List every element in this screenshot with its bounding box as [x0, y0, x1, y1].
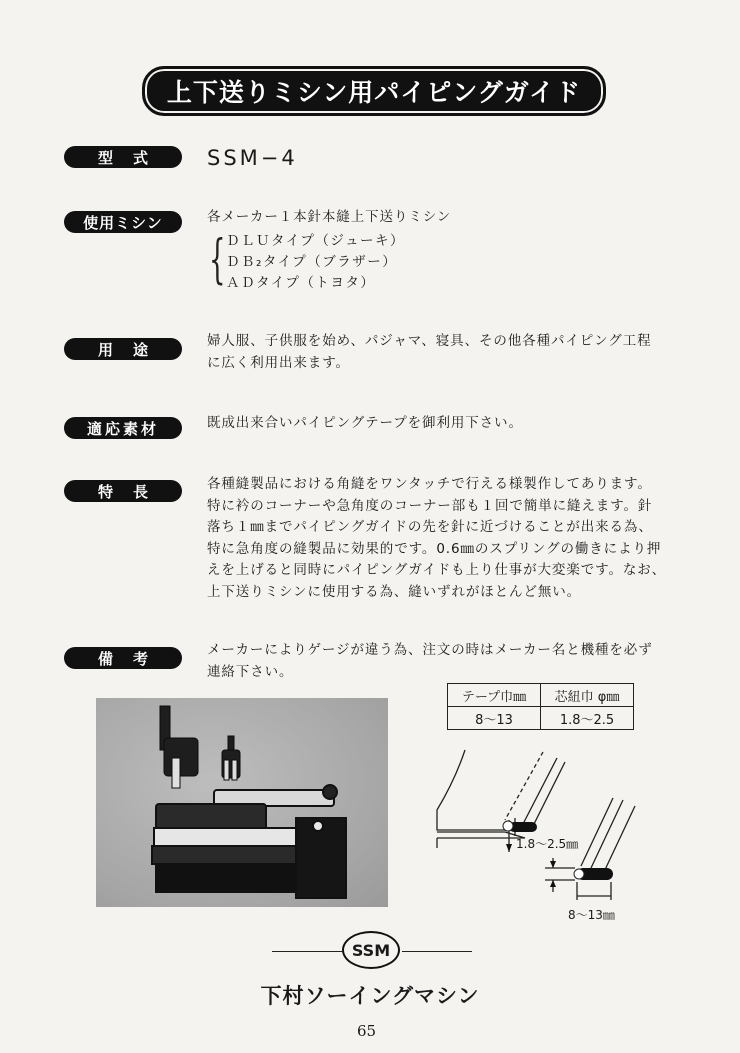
table-header-cell: テープ巾㎜: [448, 684, 541, 707]
label-use-a: 用: [98, 340, 114, 359]
label-model-b: 式: [132, 148, 148, 167]
features-text: [207, 474, 666, 603]
company-logo: [272, 930, 472, 972]
dim-cord-label: 1.8〜2.5㎜: [516, 837, 579, 851]
table-cell: 1.8〜2.5: [541, 707, 634, 730]
label-notes: [64, 647, 182, 669]
spec-table: [447, 683, 634, 730]
notes-line: メーカーによりゲージが違う為、注文の時はメーカー名と機種を必ず: [207, 642, 653, 658]
label-features-b: 長: [132, 482, 148, 501]
label-model: [64, 146, 182, 168]
machine-model-item: ＤＢ₂タイプ（ブラザー）: [226, 254, 398, 270]
brace-symbol: {: [209, 230, 226, 290]
use-text: [207, 331, 652, 374]
table-cell: 8〜13: [448, 707, 541, 730]
notes-text: [207, 640, 653, 683]
label-material: 適応素材: [64, 417, 182, 439]
use-line: 婦人服、子供服を始め、パジャマ、寝具、その他各種パイピング工程: [207, 333, 652, 349]
label-machine: 使用ミシン: [64, 211, 182, 233]
label-notes-b: 考: [132, 649, 148, 668]
label-features-a: 特: [98, 482, 114, 501]
label-features: [64, 480, 182, 502]
model-value: SSM−4: [207, 146, 298, 170]
machine-model-item: ＤＬＵタイプ（ジューキ）: [226, 233, 406, 249]
features-line: 特に急角度の縫製品に効果的です。0.6㎜のスプリングの働きにより押: [207, 540, 662, 557]
label-notes-a: 備: [98, 649, 114, 668]
features-line: 特に衿のコーナーや急角度のコーナー部も１回で簡単に縫えます。針: [207, 497, 653, 514]
page-title: 上下送りミシン用パイピングガイド: [142, 66, 606, 116]
company-name: 下村ソーイングマシン: [260, 984, 480, 1008]
machine-intro: 各メーカー１本針本縫上下送りミシン: [207, 209, 452, 225]
material-text: 既成出来合いパイピングテープを御利用下さい。: [207, 415, 523, 431]
dim-tape-label: 8〜13㎜: [568, 908, 615, 922]
label-model-a: 型: [98, 148, 114, 167]
notes-line: 連絡下さい。: [207, 663, 294, 680]
table-header-row: [448, 684, 634, 707]
page-number: 65: [357, 1022, 377, 1040]
logo-rule-left: [272, 951, 342, 952]
features-line: えを上げると同時にパイピングガイドも上り仕事が大変楽です。なお、: [207, 562, 667, 578]
use-line: に広く利用出来ます。: [207, 354, 350, 371]
label-use: [64, 338, 182, 360]
machine-models: [226, 231, 405, 294]
table-row: [448, 707, 634, 730]
machine-model-item: ＡＤタイプ（トヨタ）: [226, 275, 376, 291]
label-use-b: 途: [132, 340, 148, 359]
logo-emblem: SSM: [342, 931, 400, 969]
logo-rule-right: [402, 951, 472, 952]
table-header-cell: 芯紐巾 φ㎜: [541, 684, 634, 707]
features-line: 各種縫製品における角縫をワンタッチで行える様製作してあります。: [207, 476, 652, 492]
features-line: 落ち１㎜までパイピングガイドの先を針に近づけることが出来る為、: [207, 519, 653, 535]
features-line: 上下送りミシンに使用する為、縫いずれがほとんど無い。: [207, 583, 582, 600]
product-photo: [96, 698, 388, 907]
